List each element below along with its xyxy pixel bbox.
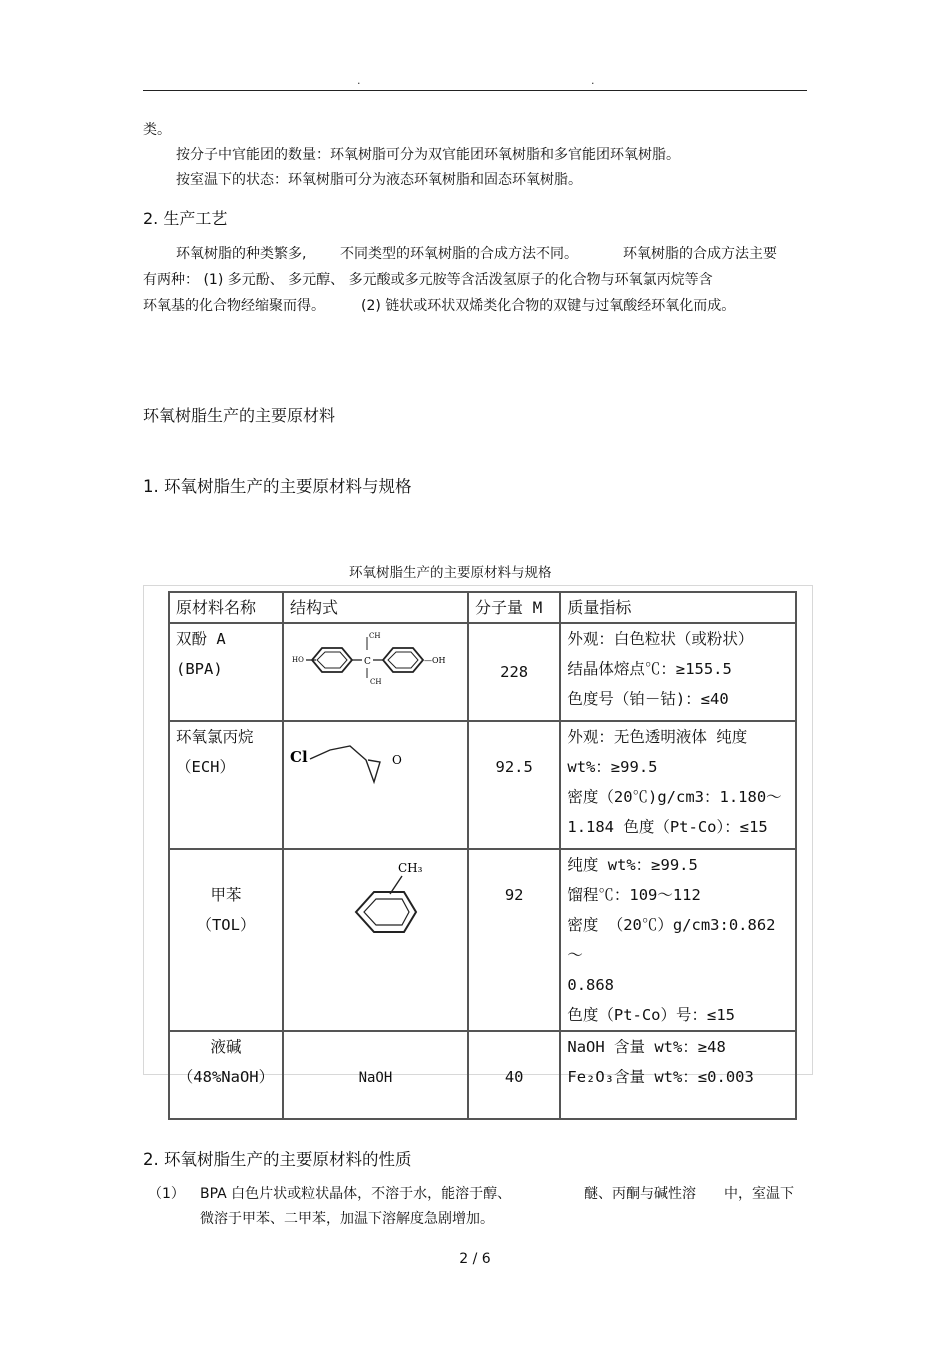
bpa-c-label: C [363, 657, 371, 667]
material-name-line2: （TOL） [196, 916, 256, 934]
intro-line-3: 按室温下的状态：环氧树脂可分为液态环氧树脂和固态环氧树脂。 [176, 172, 582, 188]
intro-line-2: 按分子中官能团的数量：环氧树脂可分为双官能团环氧树脂和多官能团环氧树脂。 [176, 147, 680, 163]
quality-line: 色度（Pt-Co）号：≤15 [567, 1006, 736, 1024]
quality-line: 1.184 色度（Pt-Co）：≤15 [567, 818, 768, 836]
quality-line: 密度（20℃)g/cm3：1.180～ [567, 788, 782, 806]
quality-line: wt%：≥99.5 [567, 758, 658, 776]
material-name-line2: (BPA) [176, 660, 223, 678]
quality-line: 外观：无色透明液体 纯度 [567, 728, 748, 746]
quality-bpa [560, 623, 796, 721]
process-heading: 2. 生产工艺 [143, 209, 228, 228]
bpa-oh-label: —OH [423, 656, 446, 665]
ech-o-label: O [391, 753, 402, 767]
prop1-line1b: 醚、丙酮与碱性溶 [584, 1186, 696, 1202]
page-number: 2 / 6 [459, 1251, 491, 1267]
material-name-line1: 液碱 [210, 1038, 242, 1056]
prop1-num: （1） [148, 1186, 185, 1202]
table-row [169, 849, 796, 1031]
material-name-bpa [169, 623, 283, 721]
prop1-line1c: 中，室温下 [724, 1186, 794, 1202]
table-row [169, 721, 796, 849]
process-para-1b: 不同类型的环氧树脂的合成方法不同。 [340, 246, 578, 262]
th-name: 原材料名称 [169, 592, 283, 623]
material-name-line2: （48%NaOH） [177, 1068, 275, 1086]
quality-tol [560, 849, 796, 1031]
material-name-line2: （ECH） [176, 758, 235, 776]
process-para-3b: (2) 链状或环状双烯类化合物的双键与过氧酸经环氧化而成。 [361, 298, 736, 314]
quality-ech [560, 721, 796, 849]
process-para-3a: 环氧基的化合物经缩聚而得。 [143, 298, 325, 314]
bpa-ch-bottom-label: CH [369, 678, 382, 686]
table-row [169, 1031, 796, 1119]
materials-table [168, 591, 797, 1120]
mw-ech [468, 721, 560, 849]
quality-line: 纯度 wt%：≥99.5 [567, 856, 698, 874]
header-dot-left: . [357, 74, 361, 87]
structure-ech [283, 721, 468, 849]
toluene-structure-diagram [284, 850, 467, 996]
material-name-ech [169, 721, 283, 849]
th-quality: 质量指标 [560, 592, 796, 623]
header-dot-right: . [591, 74, 595, 87]
th-structure: 结构式 [283, 592, 468, 623]
th-mw: 分子量 M [468, 592, 560, 623]
header-rule [143, 90, 807, 91]
materials-heading-1: 1. 环氧树脂生产的主要原材料与规格 [143, 477, 412, 496]
mw-naoh-value: 40 [504, 1068, 524, 1086]
materials-title: 环氧树脂生产的主要原材料 [143, 406, 336, 425]
process-para-2: 有两种： (1) 多元酚、 多元醇、 多元酸或多元胺等含活泼氢原子的化合物与环氧氯丙烷等含 [143, 272, 713, 288]
structure-naoh [283, 1031, 468, 1119]
tol-ch3-label: CH₃ [397, 861, 423, 875]
quality-line: 0.868 [567, 976, 615, 994]
table-row [169, 623, 796, 721]
mw-tol-value: 92 [504, 886, 524, 904]
bpa-structure-diagram [284, 624, 467, 710]
mw-bpa: 228 [468, 623, 560, 721]
intro-line-1: 类。 [143, 122, 171, 138]
material-name-tol [169, 849, 283, 1031]
bpa-ch-top-label: CH [368, 632, 381, 640]
material-name-naoh [169, 1031, 283, 1119]
quality-line: 馏程℃：109～112 [567, 886, 701, 904]
mw-ech-value: 92.5 [495, 758, 533, 776]
ech-structure-diagram [284, 722, 467, 838]
ech-cl-label: Cl [289, 748, 308, 766]
quality-line: 色度号（铂－钴)：≤40 [567, 690, 729, 708]
material-name-line1: 双酚 A [176, 630, 226, 648]
materials-heading-2: 2. 环氧树脂生产的主要原材料的性质 [143, 1150, 412, 1169]
prop1-line2: 微溶于甲苯、二甲苯，加温下溶解度急剧增加。 [200, 1211, 494, 1227]
quality-naoh [560, 1031, 796, 1119]
quality-line: 密度 （20℃）g/cm3:0.862～ [567, 916, 776, 964]
mw-naoh [468, 1031, 560, 1119]
naoh-formula: NaOH [358, 1070, 393, 1086]
structure-bpa [283, 623, 468, 721]
process-para-1c: 环氧树脂的合成方法主要 [623, 246, 777, 262]
material-name-line1: 甲苯 [210, 886, 242, 904]
structure-tol [283, 849, 468, 1031]
table-header-row [169, 592, 796, 623]
table-caption: 环氧树脂生产的主要原材料与规格 [349, 565, 552, 581]
bpa-ho-label: HO [291, 656, 304, 664]
prop1-line1a: BPA 白色片状或粒状晶体，不溶于水，能溶于醇、 [200, 1186, 512, 1202]
quality-line: NaOH 含量 wt%：≥48 [567, 1038, 726, 1056]
quality-line: Fe₂O₃含量 wt%：≤0.003 [567, 1068, 754, 1086]
material-name-line1: 环氧氯丙烷 [176, 728, 254, 746]
quality-line: 外观：白色粒状（或粉状） [567, 630, 754, 648]
mw-tol [468, 849, 560, 1031]
process-para-1a: 环氧树脂的种类繁多, [176, 246, 307, 262]
quality-line: 结晶体熔点℃：≥155.5 [567, 660, 732, 678]
